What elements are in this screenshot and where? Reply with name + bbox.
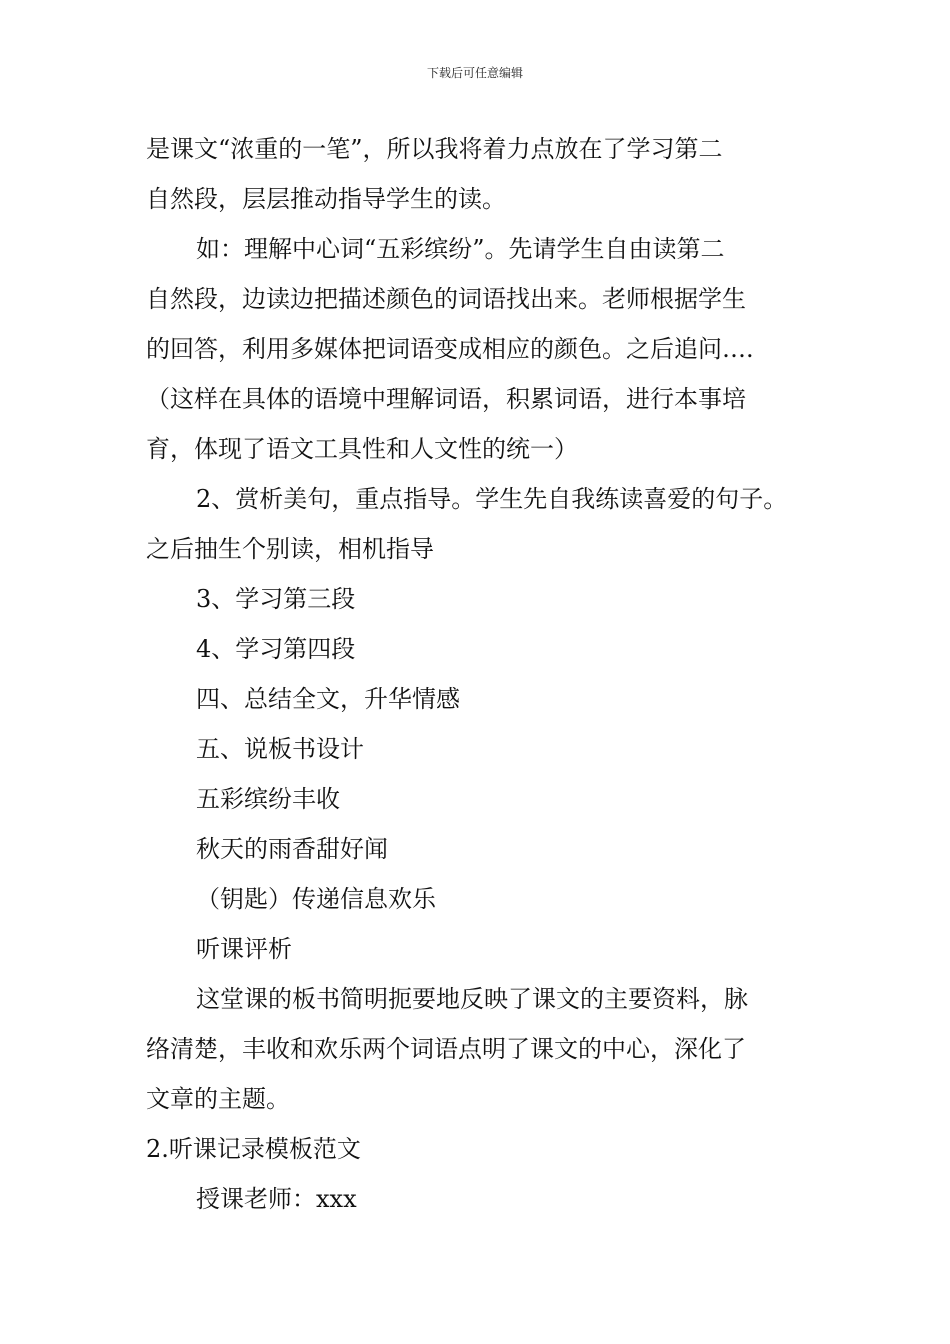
section-heading: 五、说板书设计: [196, 735, 364, 763]
paragraph-line: 文章的主题。: [146, 1085, 290, 1113]
paragraph-line: 自然段，边读边把描述颜色的词语找出来。老师根据学生: [146, 285, 746, 313]
paragraph-line: 这堂课的板书简明扼要地反映了课文的主要资料，脉: [196, 985, 748, 1013]
section-heading: 2.听课记录模板范文: [146, 1135, 361, 1163]
list-item: 4、学习第四段: [196, 635, 356, 663]
paragraph-line: 络清楚，丰收和欢乐两个词语点明了课文的中心，深化了: [146, 1035, 746, 1063]
board-design-line: （钥匙）传递信息欢乐: [196, 885, 436, 913]
board-design-line: 五彩缤纷丰收: [196, 785, 340, 813]
paragraph-line: 之后抽生个别读，相机指导: [146, 535, 434, 563]
paragraph-line: 自然段，层层推动指导学生的读。: [146, 185, 506, 213]
paragraph-line: 2、赏析美句，重点指导。学生先自我练读喜爱的句子。: [196, 485, 788, 513]
paragraph-line: （这样在具体的语境中理解词语，积累词语，进行本事培: [146, 385, 746, 413]
header-note: 下载后可任意编辑: [426, 66, 523, 80]
board-design-line: 秋天的雨香甜好闻: [196, 835, 388, 863]
paragraph-line: 授课老师：xxx: [196, 1185, 357, 1213]
list-item: 3、学习第三段: [196, 585, 356, 613]
paragraph-line: 是课文“浓重的一笔”，所以我将着力点放在了学习第二: [146, 135, 723, 163]
section-heading: 听课评析: [196, 935, 292, 963]
paragraph-line: 育，体现了语文工具性和人文性的统一）: [146, 435, 578, 463]
paragraph-line: 的回答，利用多媒体把词语变成相应的颜色。之后追问….: [146, 335, 754, 363]
section-heading: 四、总结全文，升华情感: [196, 685, 460, 713]
paragraph-line: 如：理解中心词“五彩缤纷”。先请学生自由读第二: [196, 235, 725, 263]
